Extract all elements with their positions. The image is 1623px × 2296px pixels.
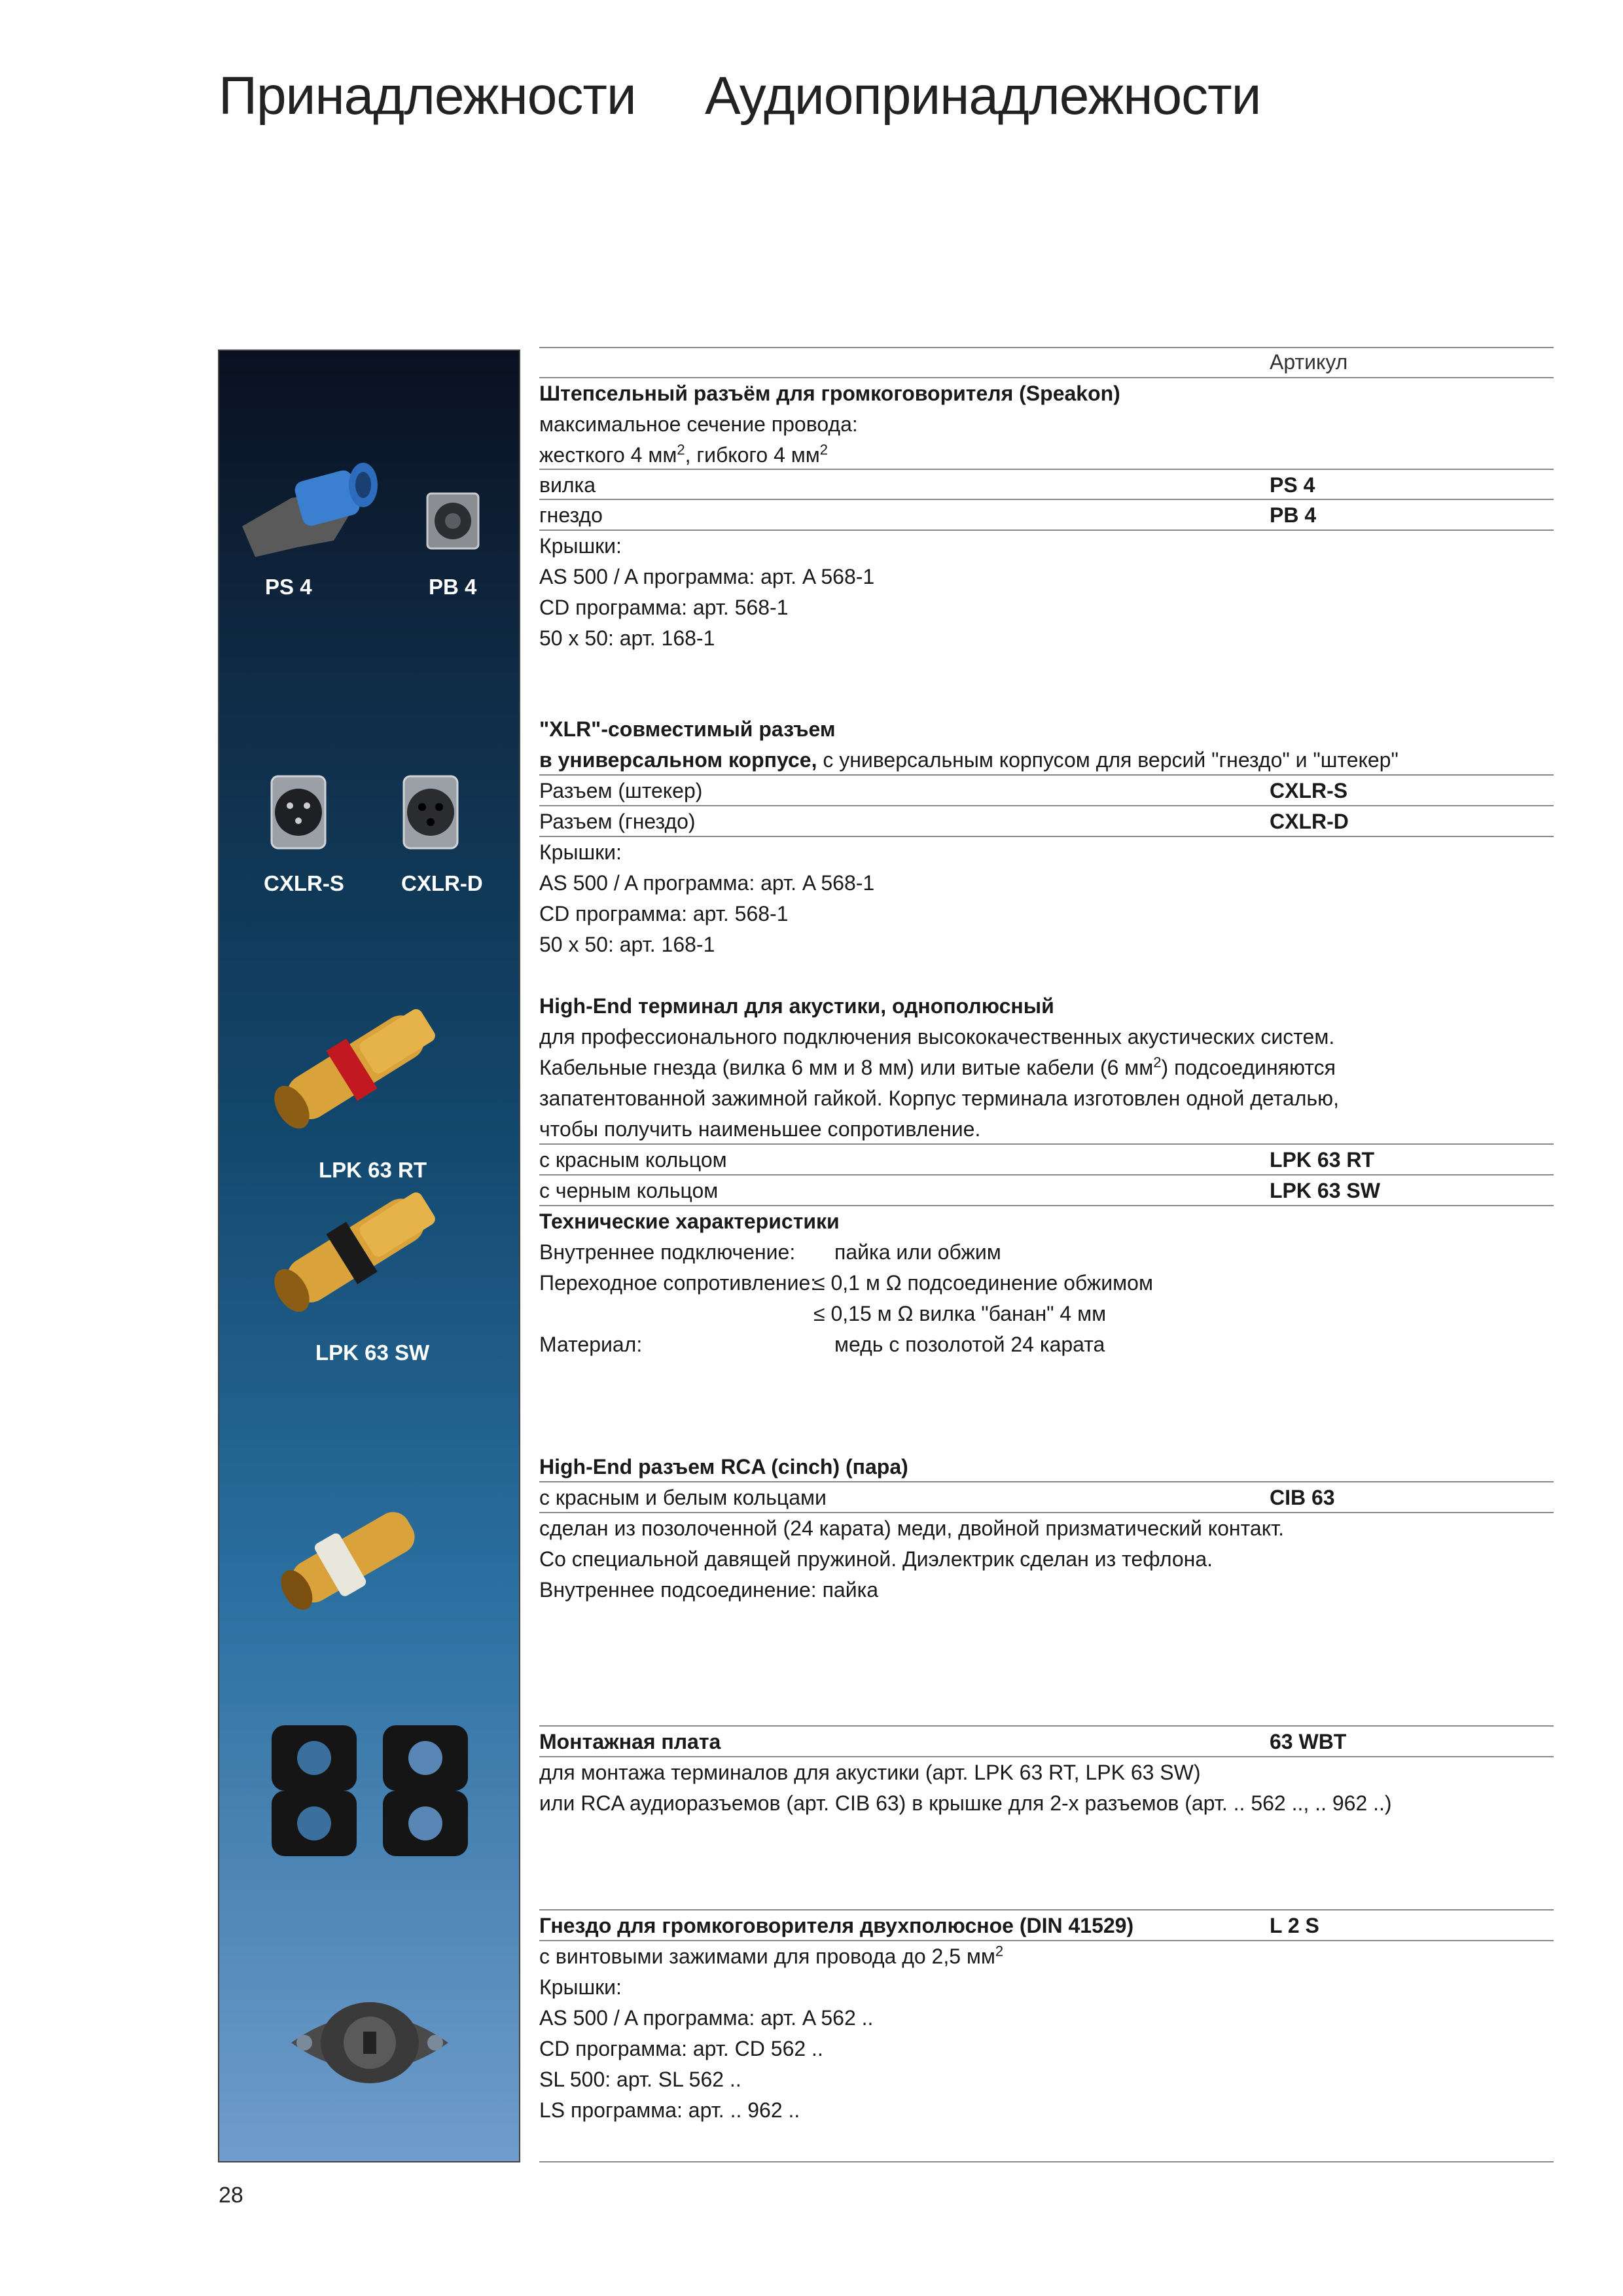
section-text: 50 x 50: арт. 168-1 [539,626,715,650]
label-pb4: PB 4 [429,575,477,599]
section-text: сделан из позолоченной (24 карата) меди, двойной призматический контакт. [539,1516,1285,1540]
section-title: Гнездо для громкоговорителя двухполюсное (DIN 41529) [539,1914,1134,1937]
section-text: CD программа: арт. CD 562 .. [539,2037,823,2060]
section-text: Кабельные гнезда (вилка 6 мм и 8 мм) или витые кабели (6 $мм^2$) подсоединяются [539,1054,1336,1079]
spec-key: Материал: [539,1333,643,1356]
section-title: High-End терминал для акустики, однополюсный [539,994,1054,1018]
page-number: 28 [219,2183,243,2208]
divider [539,2161,1554,2162]
specs-title: Технические характеристики [539,1210,840,1233]
section-text: Со специальной давящей пружиной. Диэлектрик сделан из тефлона. [539,1547,1213,1571]
l2s-socket-image [291,2002,448,2083]
section-text: чтобы получить наименьшее сопротивление. [539,1117,981,1141]
xlr-female-image [404,776,457,848]
variant-label: Разъем (штекер) [539,779,703,802]
article-number: LPK 63 RT [1270,1148,1375,1172]
label-lpksw: LPK 63 SW [315,1340,430,1365]
page-title-section: Принадлежности [219,66,636,126]
lpk63rt-terminal-image [264,997,443,1140]
section-text: 50 x 50: арт. 168-1 [539,933,715,956]
product-image-panel [218,350,520,2162]
section-text: для профессионального подключения высококачественных акустических систем. [539,1025,1335,1049]
section-text: с винтовыми зажимами для провода до 2,5 $мм^2$ [539,1943,1004,1968]
section-title: Монтажная плата [539,1730,721,1753]
spec-key: Переходное сопротивление: [539,1271,817,1295]
article-number: L 2 S [1270,1914,1319,1937]
variant-label: с черным кольцом [539,1179,719,1202]
variant-label: Разъем (гнездо) [539,810,696,833]
section-text: в универсальном корпусе, с универсальным корпусом для версий "гнездо" и "штекер" [539,748,1399,772]
article-number: PS 4 [1270,473,1315,497]
spec-value: ≤ 0,1 м Ω подсоединение обжимом [813,1271,1153,1295]
article-number: CXLR-S [1270,779,1348,802]
spec-value: медь с позолотой 24 карата [834,1333,1105,1356]
label-lpkrt: LPK 63 RT [319,1158,427,1182]
section-text: для монтажа терминалов для акустики (арт. LPK 63 RT, LPK 63 SW) [539,1761,1201,1784]
label-cxlrs: CXLR-S [264,871,344,895]
variant-label: вилка [539,473,596,497]
section-text: SL 500: арт. SL 562 .. [539,2068,741,2091]
section-text: CD программа: арт. 568-1 [539,902,789,925]
variant-label: гнездо [539,503,603,527]
section-text: максимальное сечение провода: [539,412,858,436]
section-text: Крышки: [539,1975,622,1999]
column-header-article: Артикул [1270,350,1348,374]
section-text: или RCA аудиоразъемов (арт. CIB 63) в крышке для 2-х разъемов (арт. .. 562 .., .. 962 ..) [539,1791,1392,1815]
speakon-plug-image [242,463,378,557]
section-title: "XLR"-совместимый разъем [539,717,836,741]
article-number: 63 WBT [1270,1730,1347,1753]
section-text: CD программа: арт. 568-1 [539,596,789,619]
section-text: AS 500 / A программа: арт. A 568-1 [539,565,875,588]
label-ps4: PS 4 [265,575,312,599]
article-number: LPK 63 SW [1270,1179,1380,1202]
section-title: Штепсельный разъём для громкоговорителя (Speakon) [539,382,1120,405]
product-illustrations [219,351,522,2164]
section-text: Крышки: [539,840,622,864]
divider [539,529,1554,531]
spec-value: ≤ 0,15 м Ω вилка "банан" 4 мм [813,1302,1107,1325]
xlr-male-image [272,776,325,848]
section-title: High-End разъем RCA (cinch) (пара) [539,1455,908,1479]
variant-label: с красным кольцом [539,1148,727,1172]
article-number: CXLR-D [1270,810,1349,833]
page-title-subsection: Аудиопринадлежности [705,66,1261,126]
variant-label: с красным и белым кольцами [539,1486,827,1509]
section-text: AS 500 / A программа: арт. A 568-1 [539,871,875,895]
mounting-plate-image [272,1725,468,1856]
lpk63sw-terminal-image [264,1181,443,1323]
article-number: CIB 63 [1270,1486,1335,1509]
section-text: Внутреннее подсоединение: пайка [539,1578,879,1602]
article-number: PB 4 [1270,503,1317,527]
spec-key: Внутреннее подключение: [539,1240,796,1264]
divider [539,347,1554,348]
speakon-socket-image [427,493,478,548]
section-text: жесткого 4 $мм^2$, гибкого 4 $мм^2$ [539,441,829,467]
cib63-rca-image [270,1498,425,1623]
divider [539,469,1554,470]
label-cxlrd: CXLR-D [401,871,483,895]
section-text: LS программа: арт. .. 962 .. [539,2098,800,2122]
divider [539,499,1554,500]
spec-value: пайка или обжим [834,1240,1001,1264]
divider [539,836,1554,837]
section-text: AS 500 / A программа: арт. A 562 .. [539,2006,874,2030]
section-text: запатентованной зажимной гайкой. Корпус терминала изготовлен одной деталью, [539,1086,1339,1110]
section-text: Крышки: [539,534,622,558]
